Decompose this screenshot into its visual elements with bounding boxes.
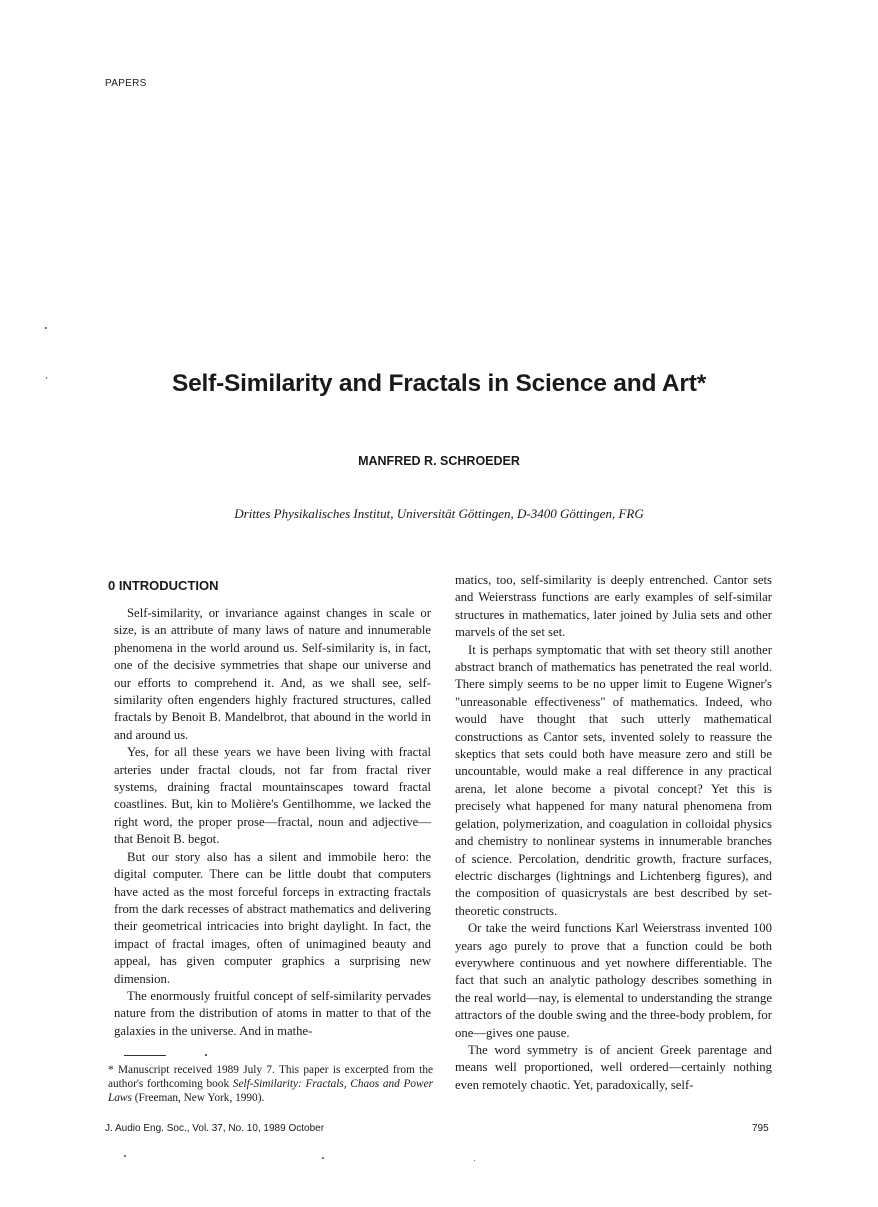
journal-reference: J. Audio Eng. Soc., Vol. 37, No. 10, 1989 October — [105, 1123, 325, 1134]
scan-speck — [322, 1157, 324, 1159]
article-title: Self-Similarity and Fractals in Science and Art* — [171, 370, 707, 397]
author-name: MANFRED R. SCHROEDER — [358, 454, 520, 468]
paragraph: The enormously fruitful concept of self-similarity pervades nature from the distribution of atoms in matter to that of the galaxies in the universe. And in mathe- — [114, 988, 431, 1038]
scan-speck — [206, 1054, 207, 1055]
scan-speck — [46, 377, 47, 379]
paragraph: The word symmetry is of ancient Greek parentage and means well proportioned, well ordered—certainly nothing even remotely chaotic. Yet, paradoxically, self- — [455, 1042, 772, 1092]
running-head: PAPERS — [105, 78, 147, 89]
page-number: 795 — [752, 1123, 769, 1134]
paragraph: Self-similarity, or invariance against changes in scale or size, is an attribute of many laws of nature and innumerable phenomena in the world around us. Self-similarity is, in fact, one of the decisive symmetries that shape our universe and our efforts to comprehend it. And, as we shall see, self-similarity often engenders highly fractured structures, called fractals by Benoit B. Mandelbrot, that abound in the world in and around us. — [114, 606, 431, 742]
footnote-text: * Manuscript received 1989 July 7. This paper is excerpted from the author's forthcoming book — [108, 1064, 433, 1090]
scan-speck — [124, 1155, 126, 1157]
author-affiliation: Drittes Physikalisches Institut, Universität Göttingen, D-3400 Göttingen, FRG — [234, 506, 644, 521]
paragraph: Yes, for all these years we have been living with fractal arteries under fractal clouds, not far from fractal river systems, draining fractal mountainscapes toward fractal coastlines. But, kin to Molière's Gentilhomme, we lacked the right word, the proper prose—fractal, noun and adjective—that Benoit B. begot. — [114, 745, 431, 847]
section-heading: 0 INTRODUCTION — [108, 578, 219, 593]
scan-speck — [45, 327, 47, 329]
right-column — [455, 572, 772, 1094]
footnote-rule — [124, 1055, 166, 1056]
paragraph: It is perhaps symptomatic that with set theory still another abstract branch of mathematics has penetrated the real world. There simply seems to be no upper limit to Eugene Wigner's "unreasonable effectiveness" of mathematics. Indeed, who would have thought that such utterly mathematical constructions as Cantor sets, invented solely to reassure the skeptics that sets could both have measure zero and still be uncountable, would make a real difference in any practical arena, let alone become a pivotal concept? Yet this is precisely what happened for many natural phenomena from gelation, polymerization, and coagulation in colloidal physics and chemistry to nonlinear systems in innumerable branches of science. Percolation, dendritic growth, fracture surfaces, electric discharges (lightnings and Lichtenberg figures), and the composition of quasicrystals are best described by set-theoretic constructs. — [455, 642, 772, 918]
footnote-publisher: (Freeman, New York, 1990). — [131, 1092, 265, 1104]
footnote — [108, 1063, 433, 1105]
paragraph: But our story also has a silent and immobile hero: the digital computer. There can be little doubt that computers have acted as the most forceful forceps in extracting fractals from the dark recesses of abstract mathematics and delivering their geometrical intricacies into bright daylight. In fact, the impact of fractal images, often of unimagined beauty and appeal, has given computer graphics a surprising new dimension. — [114, 849, 431, 986]
footnote-book-title: Self-Similarity: Fractals, Chaos and Power Laws — [108, 1078, 433, 1104]
paragraph: Or take the weird functions Karl Weierstrass invented 100 years ago purely to prove that a function could be both everywhere continuous and yet nowhere differentiable. The fact that such an analytic pathology describes something in the real world—nay, is elemental to understanding the strange attractors of the double swing and the three-body problem, for one—gives one pause. — [455, 921, 772, 1040]
paragraph: matics, too, self-similarity is deeply entrenched. Cantor sets and Weierstrass functions are early examples of self-similar structures in mathematics, later joined by Julia sets and other marvels of the set set. — [455, 573, 772, 640]
scan-speck — [474, 1160, 475, 1161]
left-column — [108, 572, 431, 1040]
